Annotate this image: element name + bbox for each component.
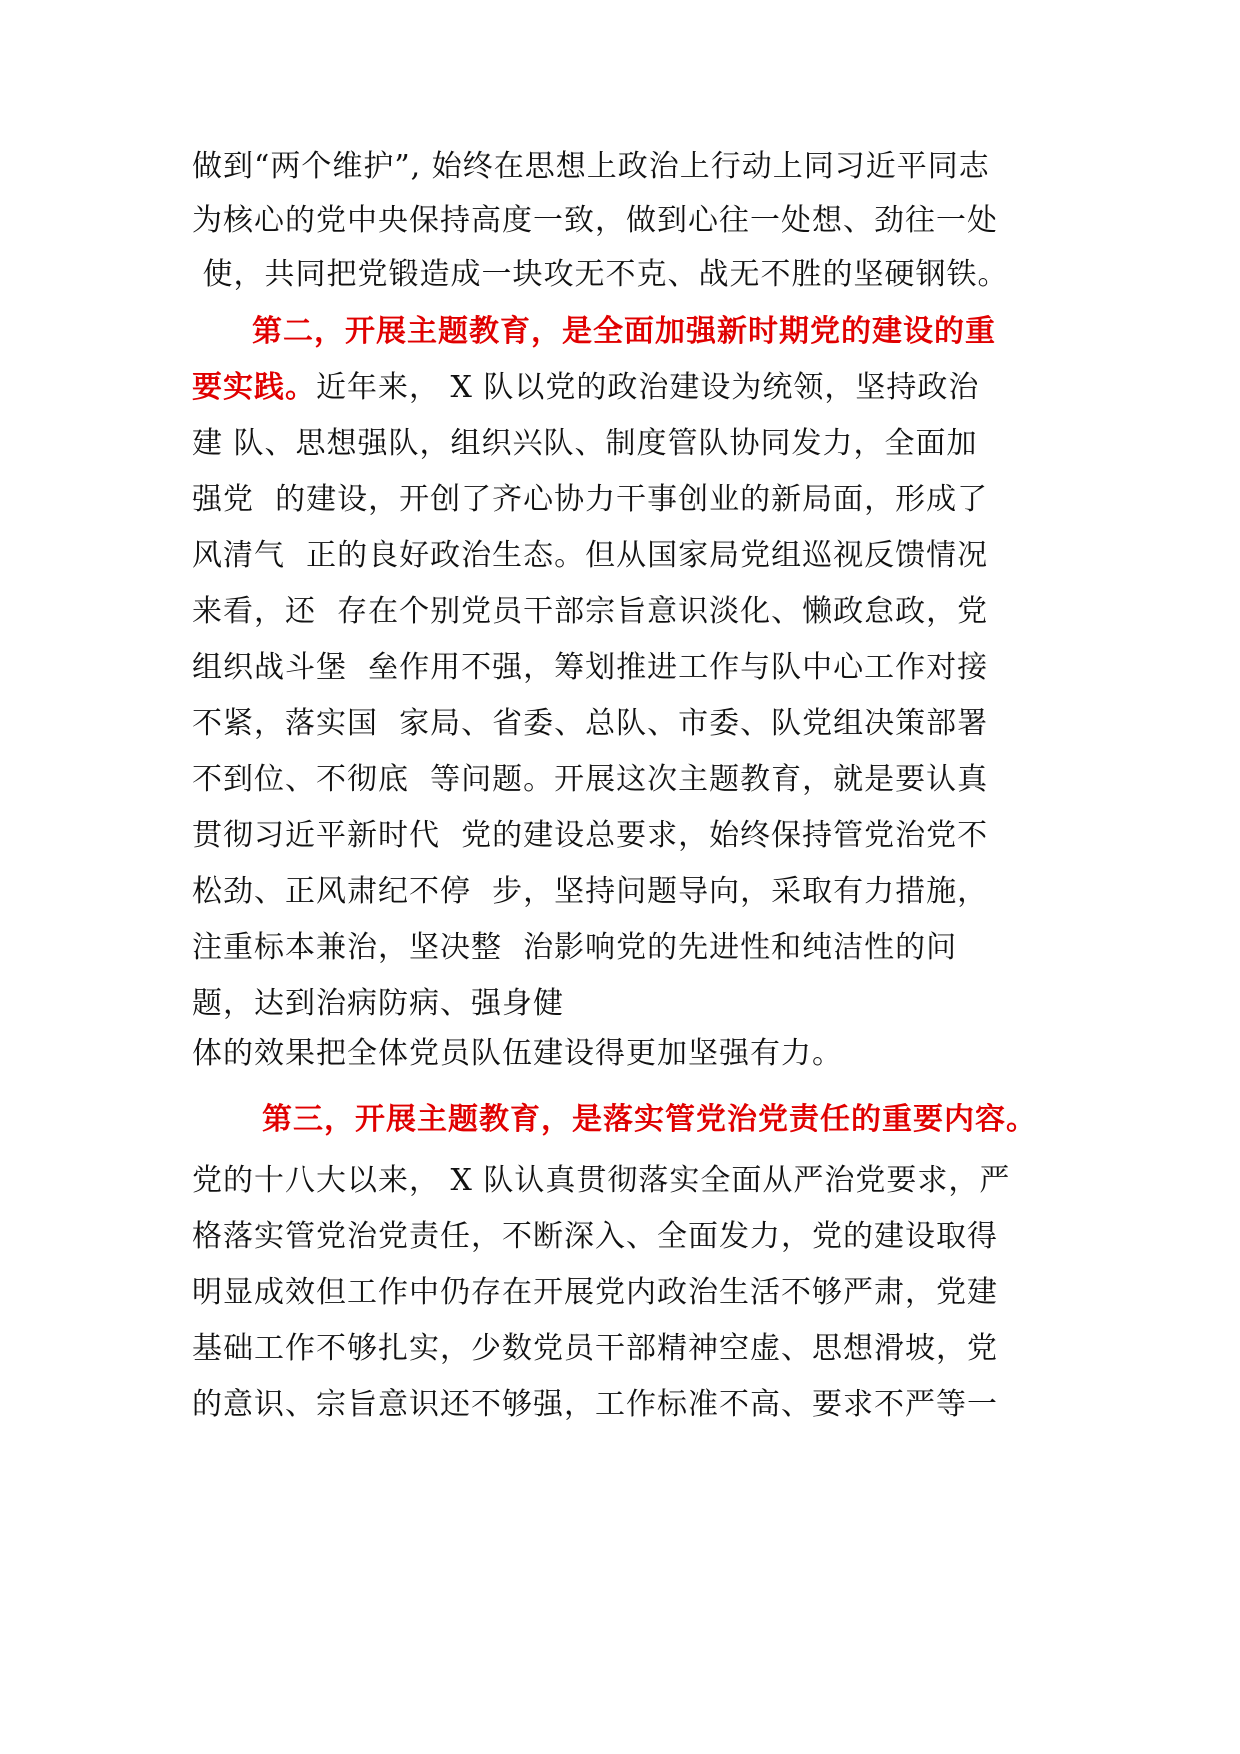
paragraph-2-body-line: 建 队、思想强队，组织兴队、制度管队协同发力，全面加 <box>192 426 978 461</box>
paragraph-2-body-line: 贯彻习近平新时代 党的建设总要求，始终保持管党治党不 <box>192 818 989 853</box>
paragraph-2-body-line: 组织战斗堡 垒作用不强，筹划推进工作与队中心工作对接 <box>192 650 989 685</box>
paragraph-2-body-line: 不紧，落实国 家局、省委、总队、市委、队党组决策部署 <box>192 706 989 741</box>
paragraph-1-line-3: 使，共同把党锻造成一块攻无不克、战无不胜的坚硬钢铁。 <box>192 257 1009 292</box>
paragraph-2-heading-line-1: 第二，开展主题教育，是全面加强新时期党的建设的重 <box>252 314 996 349</box>
paragraph-2-heading-line-2: 要实践。 <box>192 370 316 405</box>
paragraph-3-body-line: 格落实管党治党责任，不断深入、全面发力，党的建设取得 <box>192 1219 998 1254</box>
paragraph-3-body-line: 基础工作不够扎实，少数党员干部精神空虚、思想滑坡，党 <box>192 1331 998 1366</box>
paragraph-2-body-line: 不到位、不彻底 等问题。开展这次主题教育，就是要认真 <box>192 762 989 797</box>
paragraph-2-body-line: 题，达到治病防病、强身健 <box>192 986 564 1021</box>
paragraph-2-body-line: 风清气 正的良好政治生态。但从国家局党组巡视反馈情况 <box>192 538 989 573</box>
paragraph-1-line-2: 为核心的党中央保持高度一致，做到心往一处想、劲往一处 <box>192 203 998 238</box>
paragraph-3-body-line: 的意识、宗旨意识还不够强，工作标准不高、要求不严等一 <box>192 1387 998 1422</box>
paragraph-2-body-line: 体的效果把全体党员队伍建设得更加坚强有力。 <box>192 1036 843 1071</box>
paragraph-2-body-line: 注重标本兼治，坚决整 治影响党的先进性和纯洁性的问 <box>192 930 958 965</box>
paragraph-2-body-line: 强党 的建设，开创了齐心协力干事创业的新局面，形成了 <box>192 482 989 517</box>
paragraph-3-body-line: 明显成效但工作中仍存在开展党内政治生活不够严肃，党建 <box>192 1275 998 1310</box>
paragraph-3-heading: 第三，开展主题教育，是落实管党治党责任的重要内容。 <box>262 1102 1037 1137</box>
paragraph-3-body-line: 党的十八大以来， X 队认真贯彻落实全面从严治党要求，严 <box>192 1163 1011 1198</box>
paragraph-2-body-line: 松劲、正风肃纪不停 步，坚持问题导向，采取有力措施， <box>192 874 989 909</box>
paragraph-2-line-2 <box>192 368 979 408</box>
paragraph-2-body-line: 来看，还 存在个别党员干部宗旨意识淡化、懒政怠政，党 <box>192 594 989 629</box>
paragraph-2-line-2-text: 近年来， X 队以党的政治建设为统领，坚持政治 <box>316 370 980 405</box>
paragraph-1-line-1: 做到“两个维护”, 始终在思想上政治上行动上同习近平同志 <box>192 149 990 184</box>
